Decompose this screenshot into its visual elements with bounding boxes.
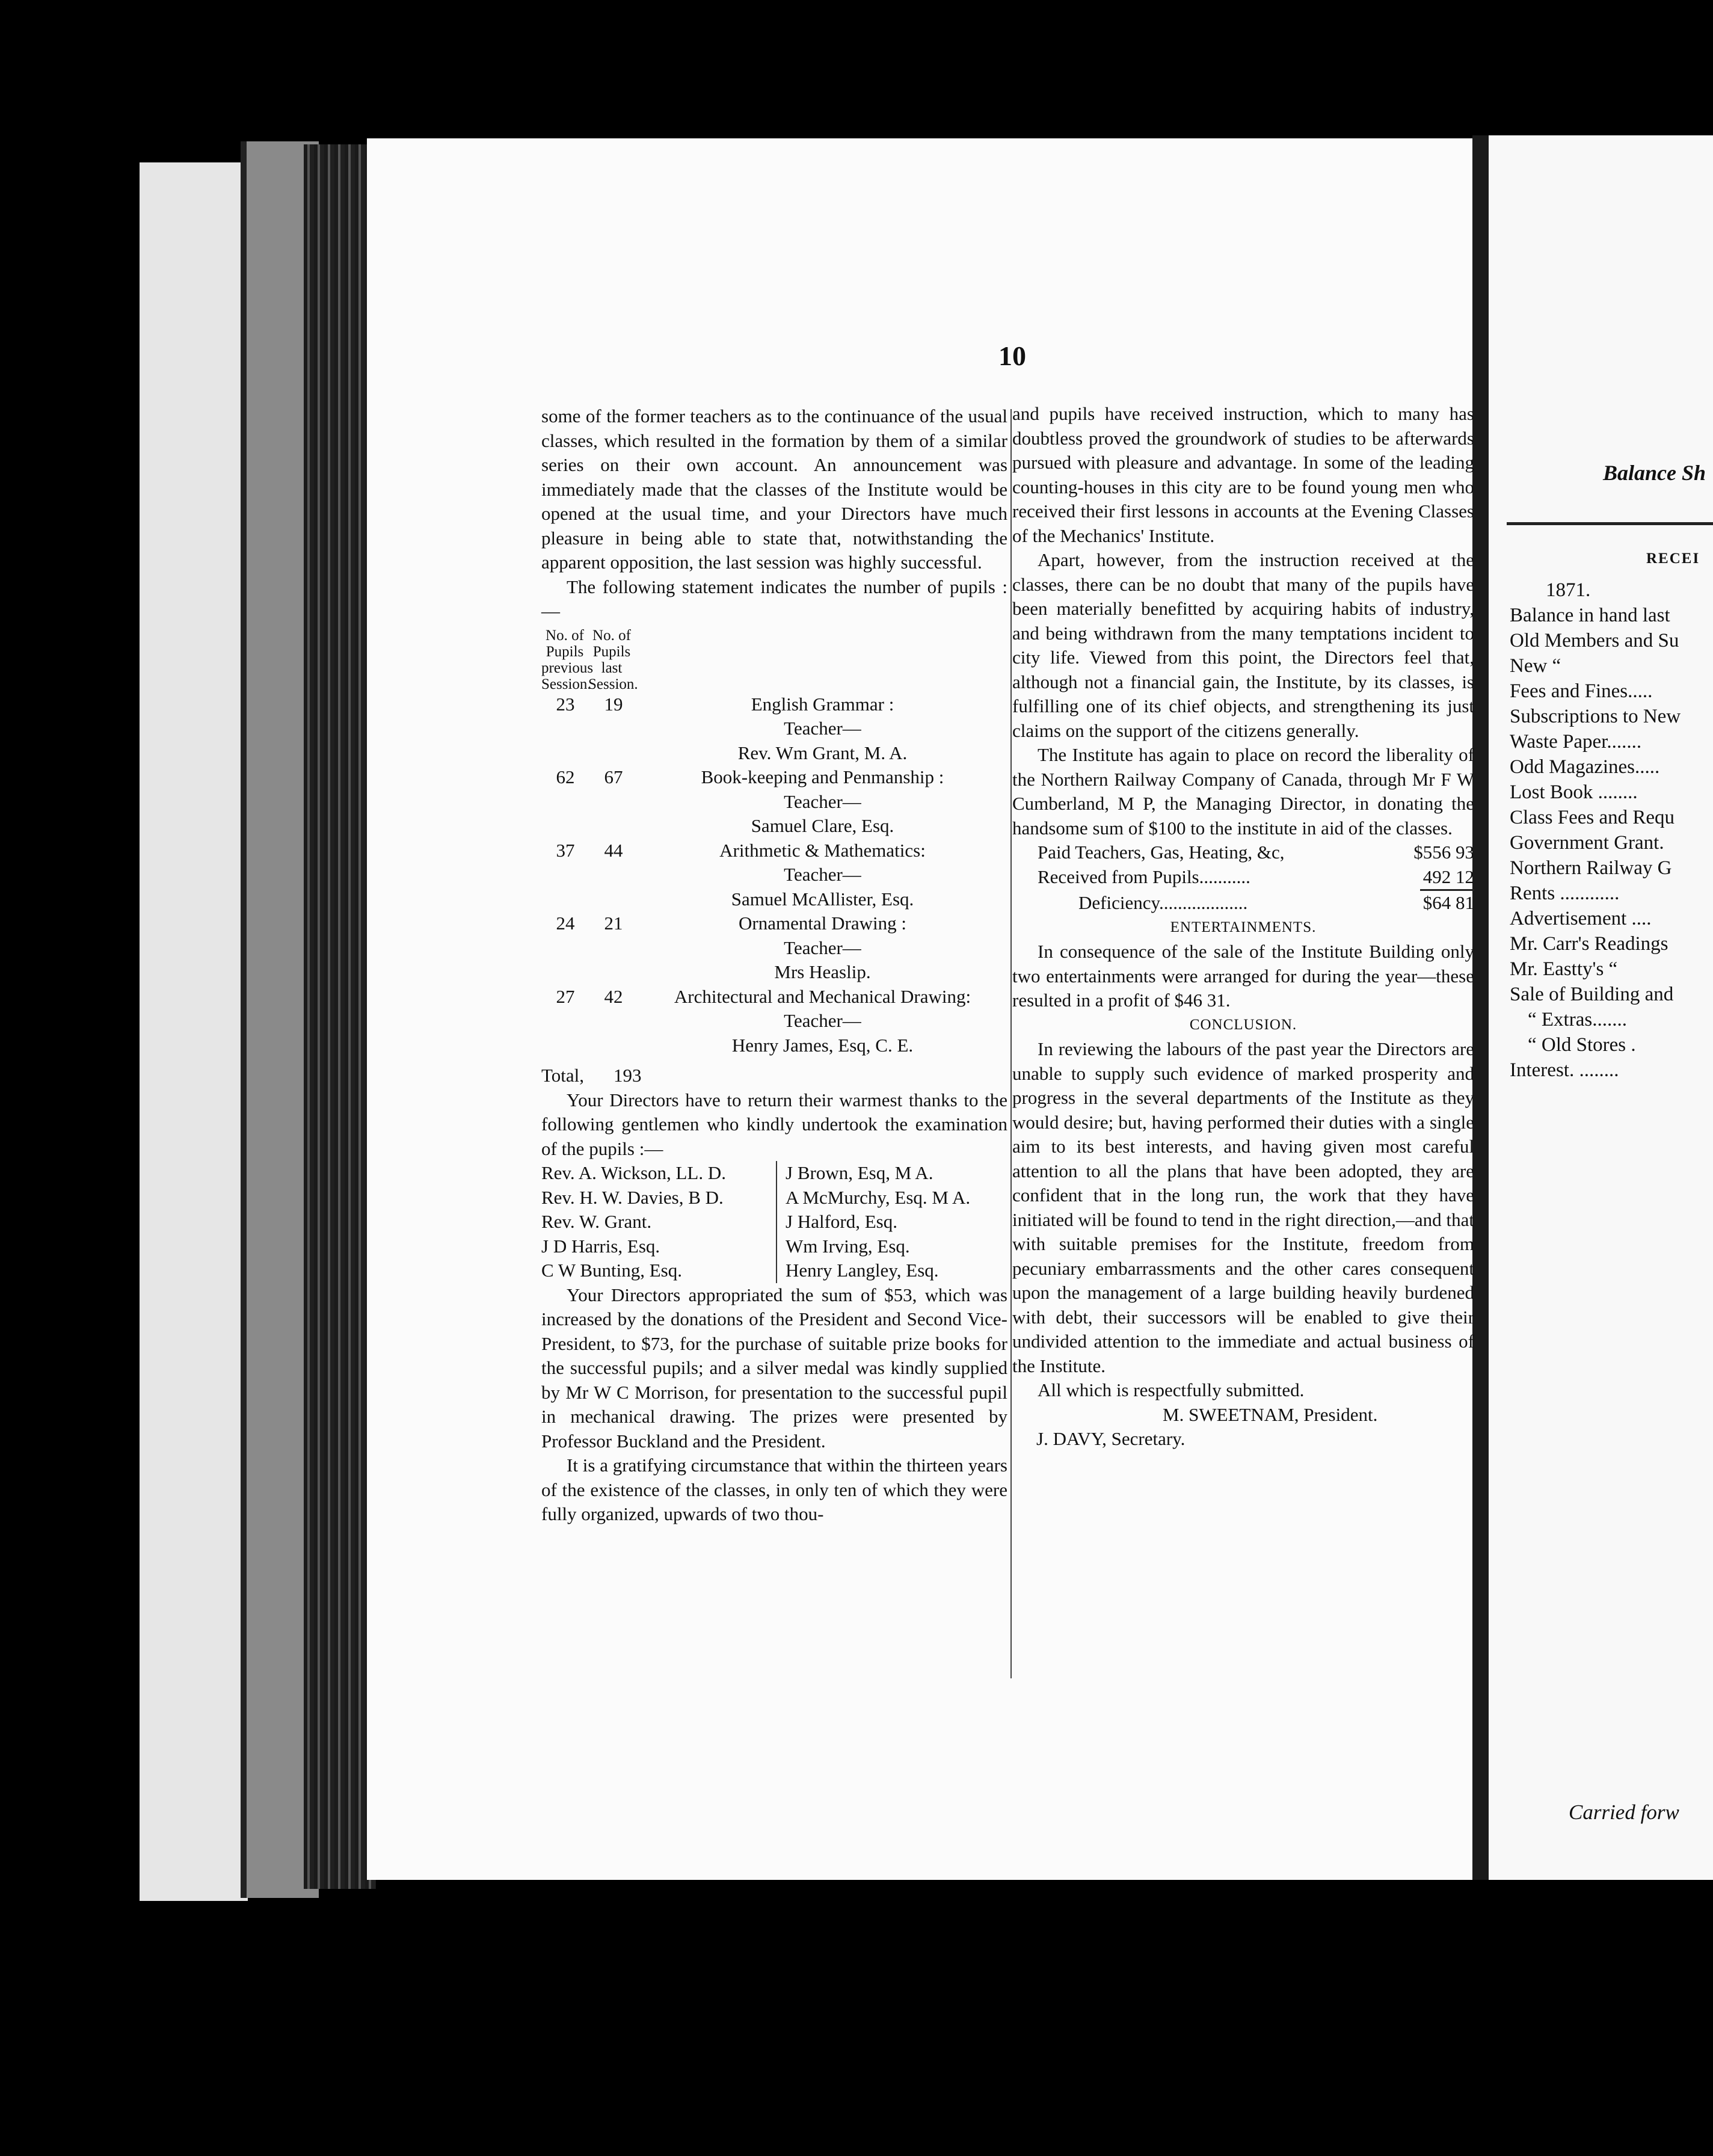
list-item: “ Extras....... bbox=[1528, 1009, 1627, 1030]
list-item: Class Fees and Requ bbox=[1510, 807, 1675, 828]
railway-paragraph: The Institute has again to place on record the liberality of the Northern Railway Company of Canada, through Mr F W Cumberland, M P, the Managing Director, in donating the handsome sum of $100 to the institute in aid of the classes. bbox=[1012, 744, 1474, 839]
received-row bbox=[1012, 865, 1474, 890]
conclusion-paragraph: In reviewing the labours of the past year the Directors are unable to supply such evidence of marked prosperity and progress in the several departments of the Institute as they would desire; but, having performed their duties with a single aim to its best interests, and having given most careful attention to all the plans that have been adopted, they are confident that in the long run, the work that they have initiated will be found to tend in the right direction,—and that with suitable premises for the Institute, freedom from pecuniary embarrassments and the other cares consequent upon the management of a large building heavily burdened with debt, their successors will be enabled to give their undivided attention to the immediate and actual business of the Institute. bbox=[1012, 1038, 1474, 1376]
paid-label: Paid Teachers, Gas, Heating, &c, bbox=[1038, 842, 1285, 863]
background-strip bbox=[140, 162, 248, 1901]
receipts-list bbox=[1510, 578, 1681, 1083]
total-row bbox=[541, 1064, 1007, 1088]
examiners-right bbox=[776, 1161, 1007, 1283]
examiner: Rev. H. W. Davies, B D. bbox=[541, 1186, 724, 1208]
subject: Architectural and Mechanical Drawing: bbox=[674, 985, 971, 1007]
table-row bbox=[541, 911, 1007, 985]
list-item: Lost Book ........ bbox=[1510, 781, 1638, 803]
prev-session-header: No. of Pupils previous Session. bbox=[541, 627, 594, 692]
last-session-header: No. of Pupils last Session. bbox=[588, 627, 638, 692]
teacher-name: Henry James, Esq, C. E. bbox=[731, 1034, 914, 1056]
subject: Book-keeping and Penmanship : bbox=[701, 766, 944, 787]
teacher-name: Samuel Clare, Esq. bbox=[751, 815, 894, 836]
president-signature: M. SWEETNAM, President. bbox=[1163, 1403, 1378, 1425]
subject-block bbox=[638, 985, 1007, 1058]
intro-paragraph: some of the former teachers as to the continuance of the usual classes, which resulted in the formation by them of a similar series on their own account. An announcement was immediately made that the classes of the Institute would be opened at the usual time, and your Directors have much pleasure in being able to state that, notwithstanding the apparent opposition, the last session was highly successful. bbox=[541, 405, 1007, 573]
prev-count: 37 bbox=[556, 839, 575, 861]
teacher-label: Teacher— bbox=[784, 718, 861, 739]
prev-count: 23 bbox=[556, 693, 575, 715]
deficiency-row bbox=[1012, 891, 1474, 916]
examiner: A McMurchy, Esq. M A. bbox=[786, 1186, 971, 1208]
list-item: Waste Paper....... bbox=[1510, 731, 1642, 753]
examiner: J Halford, Esq. bbox=[786, 1211, 897, 1232]
paid-row bbox=[1012, 840, 1474, 865]
right-page-rule bbox=[1507, 522, 1713, 525]
list-item: New “ bbox=[1510, 655, 1561, 677]
teacher-name: Rev. Wm Grant, M. A. bbox=[737, 742, 908, 763]
examiner: Rev. W. Grant. bbox=[541, 1211, 652, 1232]
list-item: Rents ............ bbox=[1510, 882, 1620, 904]
list-item: Mr. Carr's Readings bbox=[1510, 933, 1668, 955]
table-row bbox=[541, 839, 1007, 912]
list-item: “ Old Stores . bbox=[1528, 1034, 1636, 1056]
teacher-label: Teacher— bbox=[784, 1010, 861, 1031]
list-item: 1871. bbox=[1546, 579, 1591, 601]
received-value: 492 12 bbox=[1422, 866, 1474, 887]
list-item: Government Grant. bbox=[1510, 832, 1664, 854]
last-count: 19 bbox=[604, 693, 623, 715]
deficiency-value: $64 81 bbox=[1422, 892, 1474, 913]
total-label: Total, bbox=[541, 1065, 585, 1086]
examiner: C W Bunting, Esq. bbox=[541, 1260, 682, 1281]
secretary-signature: J. DAVY, Secretary. bbox=[1036, 1428, 1186, 1449]
column-right bbox=[1012, 402, 1474, 1452]
table-row bbox=[541, 765, 1007, 839]
list-item: Interest. ........ bbox=[1510, 1059, 1619, 1081]
list-item: Sale of Building and bbox=[1510, 984, 1674, 1005]
right-page-heading: RECEI bbox=[1646, 550, 1700, 567]
right-page-title: Balance Sh bbox=[1603, 461, 1706, 485]
examiners-list bbox=[541, 1161, 1007, 1283]
entertainments-heading: ENTERTAINMENTS. bbox=[1170, 919, 1317, 935]
examiner: J D Harris, Esq. bbox=[541, 1235, 660, 1257]
list-item: Old Members and Su bbox=[1510, 630, 1679, 651]
list-item: Balance in hand last bbox=[1510, 605, 1670, 626]
examiner: Wm Irving, Esq. bbox=[786, 1235, 910, 1257]
table-row bbox=[541, 985, 1007, 1058]
teacher-name: Mrs Heaslip. bbox=[774, 961, 871, 982]
thanks-paragraph: Your Directors have to return their warmest thanks to the following gentlemen who kindly undertook the examination of the pupils :— bbox=[541, 1089, 1007, 1159]
total-value: 193 bbox=[614, 1065, 642, 1086]
subject-block bbox=[638, 765, 1007, 839]
page-edges bbox=[304, 144, 376, 1889]
prizes-paragraph: Your Directors appropriated the sum of $53, which was increased by the donations of the President and Second Vice-President, to $73, for the purchase of suitable prize books for the successful pupils; and a silver medal was kindly supplied by Mr W C Morrison, for presentation to the successful pupil in mechanical drawing. The prizes were presented by Professor Buckland and the President. bbox=[541, 1284, 1007, 1452]
list-item: Mr. Eastty's “ bbox=[1510, 958, 1618, 980]
statement-paragraph: The following statement indicates the number of pupils :— bbox=[541, 576, 1007, 621]
last-count: 21 bbox=[604, 913, 623, 934]
subject-block bbox=[638, 692, 1007, 766]
last-count: 42 bbox=[604, 985, 623, 1007]
prev-count: 62 bbox=[556, 766, 575, 787]
list-item: Odd Magazines..... bbox=[1510, 756, 1660, 778]
examiner: Henry Langley, Esq. bbox=[786, 1260, 939, 1281]
list-item: Fees and Fines..... bbox=[1510, 680, 1653, 702]
subject: Ornamental Drawing : bbox=[739, 913, 906, 934]
pupils-table bbox=[541, 692, 1007, 1088]
table-row bbox=[541, 692, 1007, 766]
subject-block bbox=[638, 839, 1007, 912]
gutter bbox=[1472, 135, 1489, 1880]
subject: English Grammar : bbox=[751, 693, 894, 715]
examiners-left bbox=[541, 1161, 776, 1283]
paid-value: $556 93 bbox=[1413, 842, 1474, 863]
entertainments-paragraph: In consequence of the sale of the Institute Building only two entertainments were arranged for during the year—these resulted in a profit of $46 31. bbox=[1012, 941, 1474, 1011]
subject-block bbox=[638, 911, 1007, 985]
subject: Arithmetic & Mathematics: bbox=[719, 839, 926, 861]
column-divider bbox=[1010, 409, 1012, 1678]
prev-count: 24 bbox=[556, 913, 575, 934]
gratifying-paragraph: It is a gratifying circumstance that within the thirteen years of the existence of the classes, in only ten of which they were fully organized, upwards of two thou- bbox=[541, 1455, 1007, 1524]
submitted-line: All which is respectfully submitted. bbox=[1038, 1379, 1305, 1400]
list-item: Northern Railway G bbox=[1510, 857, 1672, 879]
teacher-label: Teacher— bbox=[784, 790, 861, 812]
teacher-name: Samuel McAllister, Esq. bbox=[731, 888, 914, 910]
deficiency-label: Deficiency................... bbox=[1078, 892, 1248, 913]
list-item: Advertisement .... bbox=[1510, 908, 1652, 929]
continuation-paragraph: and pupils have received instruction, which to many has doubtless proved the groundwork of studies to be afterwards pursued with pleasure and advantage. In some of the leading counting-houses in this city are to be found young men who received their first lessons in accounts at the Evening Classes of the Mechanics' Institute. bbox=[1012, 403, 1474, 546]
prev-count: 27 bbox=[556, 985, 575, 1007]
last-count: 44 bbox=[604, 839, 623, 861]
teacher-label: Teacher— bbox=[784, 864, 861, 885]
carried-forward: Carried forw bbox=[1569, 1800, 1679, 1824]
received-label: Received from Pupils........... bbox=[1038, 866, 1250, 887]
page-number: 10 bbox=[998, 340, 1026, 371]
column-left bbox=[541, 404, 1007, 1527]
pupils-table-header bbox=[541, 627, 1007, 692]
examiner: J Brown, Esq, M A. bbox=[786, 1162, 933, 1183]
apart-paragraph: Apart, however, from the instruction received at the classes, there can be no doubt that many of the pupils have been materially benefitted by acquiring habits of industry, and being withdrawn from the many temptations incident to city life. Viewed from this point, the Directors feel that, although not a financial gain, the Institute, by its classes, is fulfilling one of its chief objects, and strengthening its just claims on the support of the citizens generally. bbox=[1012, 549, 1474, 741]
last-count: 67 bbox=[604, 766, 623, 787]
conclusion-heading: CONCLUSION. bbox=[1189, 1016, 1297, 1033]
examiner: Rev. A. Wickson, LL. D. bbox=[541, 1162, 727, 1183]
list-item: Subscriptions to New bbox=[1510, 706, 1681, 727]
teacher-label: Teacher— bbox=[784, 937, 861, 958]
